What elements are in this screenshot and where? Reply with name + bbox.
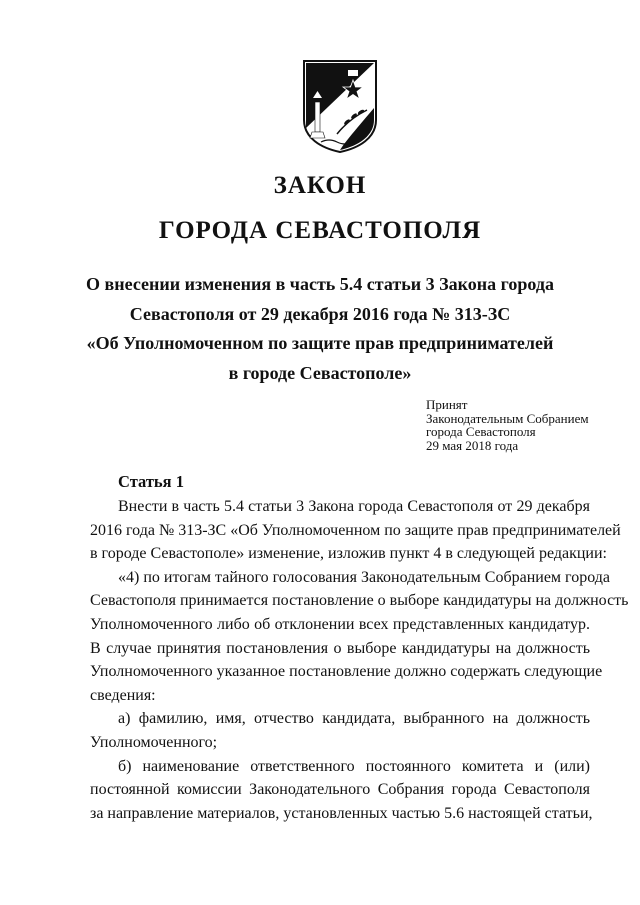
law-title: ЗАКОН — [273, 172, 367, 199]
body-line: Уполномоченного либо об отклонении всех представленных кандидатур. — [90, 615, 590, 633]
article-heading: Статья 1 — [118, 472, 184, 491]
adoption-line: Принят — [426, 397, 468, 412]
body-line: Севастополя принимается постановление о выборе кандидатуры на должность — [90, 592, 629, 610]
adoption-block — [426, 398, 589, 452]
body-line: б) наименование ответственного постоянного комитета и (или) — [118, 757, 590, 775]
body-line: Уполномоченного указанное постановление должно содержать следующие — [90, 663, 603, 681]
article-body — [90, 495, 629, 825]
adoption-line: города Севастополя — [426, 424, 536, 439]
body-line: постоянной комиссии Законодательного Собрания города Севастополя — [90, 781, 590, 799]
subject-line: О внесении изменения в часть 5.4 статьи 3 Закона города — [86, 274, 554, 294]
body-line: в городе Севастополе» изменение, изложив пункт 4 в следующей редакции: — [90, 545, 607, 563]
body-line: Уполномоченного; — [90, 733, 218, 751]
adoption-line: Законодательным Собранием — [426, 410, 589, 426]
body-line: сведения: — [90, 686, 156, 704]
body-line: Внести в часть 5.4 статьи 3 Закона города Севастополя от 29 декабря — [118, 498, 590, 515]
law-city-title: ГОРОДА СЕВАСТОПОЛЯ — [158, 217, 482, 244]
adoption-date: 29 мая 2018 года — [426, 437, 519, 453]
body-line: «4) по итогам тайного голосования Законодательным Собранием города — [118, 568, 610, 586]
sevastopol-coat-of-arms-icon — [301, 58, 379, 154]
body-line: 2016 года № 313-ЗС «Об Уполномоченном по защите прав предпринимателей — [90, 521, 621, 539]
subject-line: Севастополя от 29 декабря 2016 года № 313-ЗС — [129, 303, 511, 324]
subject-line: «Об Уполномоченном по защите прав предпринимателей — [86, 333, 554, 353]
subject-line: в городе Севастополе» — [228, 362, 412, 383]
body-line: а) фамилию, имя, отчество кандидата, выбранного на должность — [118, 710, 590, 728]
law-subject — [60, 270, 580, 388]
body-line: В случае принятия постановления о выборе кандидатуры на должность — [90, 639, 590, 657]
body-line: за направление материалов, установленных частью 5.6 настоящей статьи, — [90, 804, 593, 822]
